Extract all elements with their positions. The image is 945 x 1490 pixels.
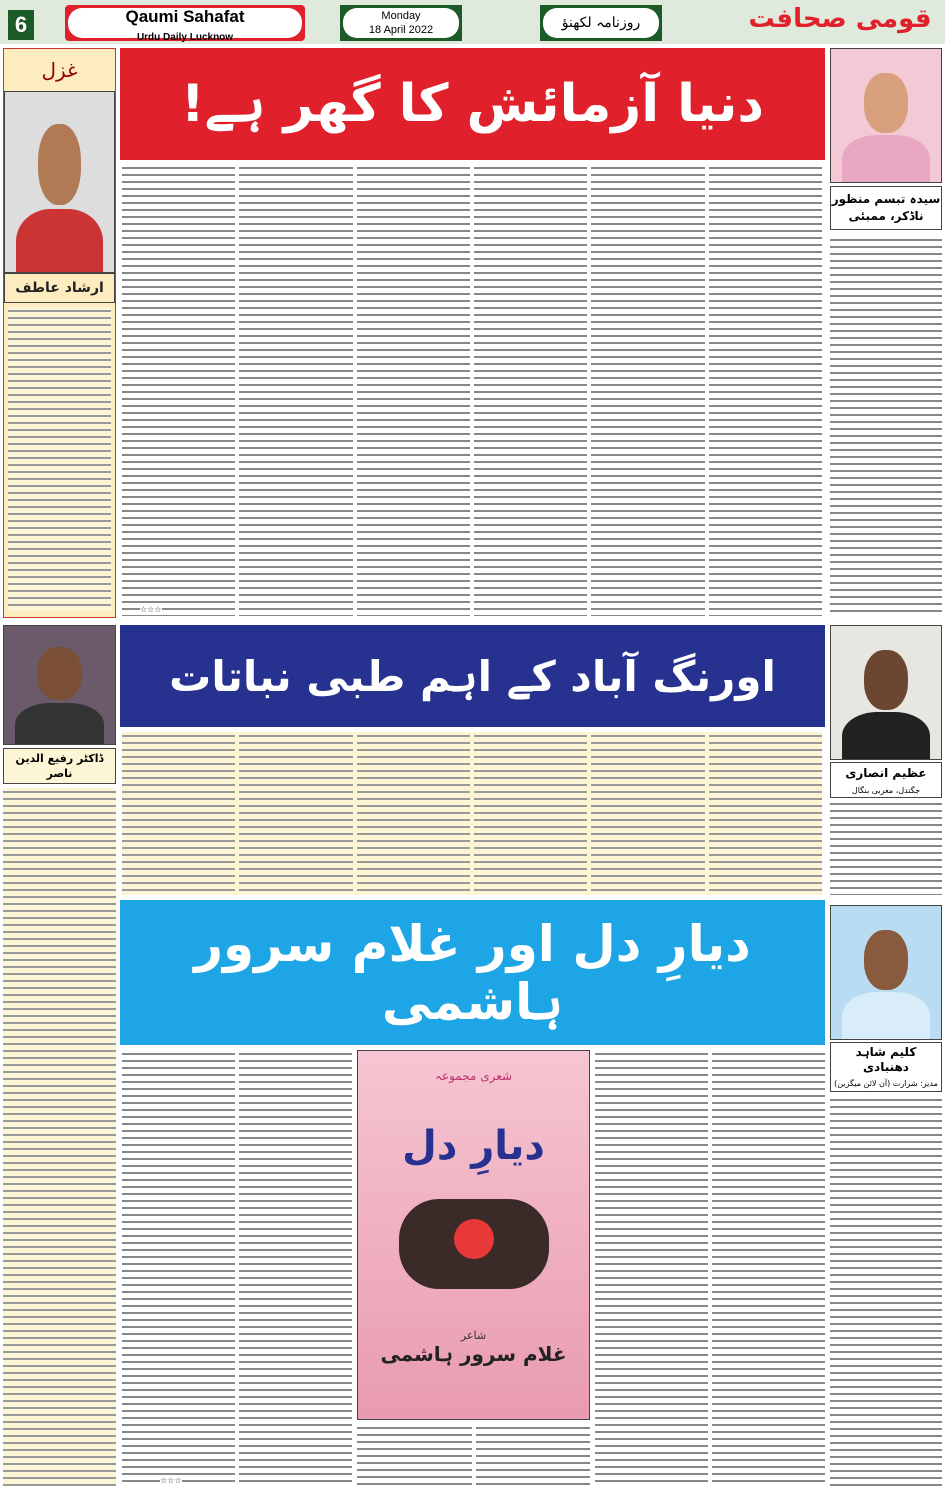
article-3-right-col xyxy=(830,1096,942,1486)
author-photo-3 xyxy=(830,905,942,1040)
author-caption-right xyxy=(830,762,942,798)
masthead xyxy=(65,5,305,41)
book-poet-label: شاعر xyxy=(460,1329,487,1342)
author-name-1: سیدہ تبسم منظور ناڈکر، ممبئی xyxy=(830,186,942,230)
headline-1: دنیا آزمائش کا گھر ہے! xyxy=(120,48,825,160)
article-2-right-col xyxy=(830,800,942,895)
article-2-left-col xyxy=(3,788,116,1486)
author-photo-right xyxy=(830,625,942,760)
book-label: شعری مجموعہ xyxy=(434,1069,513,1083)
heart-icon xyxy=(454,1219,494,1259)
masthead-title: Qaumi Sahafat xyxy=(125,7,245,26)
book-poet: غلام سرور ہاشمی xyxy=(380,1342,567,1366)
date: 18 April 2022 xyxy=(368,24,434,36)
edition: روزنامہ لکھنؤ xyxy=(543,8,659,38)
article-1-right-col xyxy=(830,236,942,617)
end-mark-1: ☆☆☆ xyxy=(140,605,162,614)
ghazal-label: غزل xyxy=(41,58,78,82)
edition-box xyxy=(540,5,662,41)
author-caption-3 xyxy=(830,1042,942,1092)
article-3-body-left xyxy=(122,1050,352,1486)
author-role-3: مدیر: شرارت (آن لائن میگزین) xyxy=(834,1079,938,1088)
date-box xyxy=(340,5,462,41)
ghazal-text xyxy=(4,303,115,615)
author-name-3: کلیم شاہد دھنبادی xyxy=(855,1045,917,1074)
page-number: 6 xyxy=(8,10,34,40)
ghazal-box xyxy=(3,48,116,618)
article-3-body-right xyxy=(595,1050,825,1486)
author-photo-1 xyxy=(830,48,942,183)
poet-photo xyxy=(4,91,115,273)
book-cover xyxy=(357,1050,590,1420)
masthead-subtitle: Urdu Daily Lucknow xyxy=(136,32,234,43)
article-1-body xyxy=(122,164,822,616)
urdu-logo: قومی صحافت xyxy=(748,4,932,34)
poet-name: ارشاد عاطف xyxy=(4,273,115,303)
author-place-right: جگتدل، مغربی بنگال xyxy=(851,786,921,795)
end-mark-3: ☆☆☆ xyxy=(160,1476,182,1485)
author-name-right: عظیم انصاری xyxy=(845,766,927,780)
article-2-body xyxy=(122,732,822,895)
headline-2: اورنگ آباد کے اہم طبی نباتات xyxy=(120,625,825,727)
article-3-body-under-cover xyxy=(357,1424,590,1486)
hands-heart-image xyxy=(399,1199,549,1289)
headline-3: دیارِ دل اور غلام سرور ہاشمی xyxy=(120,900,825,1045)
author-name-left: ڈاکٹر رفیع الدین ناصر xyxy=(3,748,116,784)
book-title: دیارِ دل xyxy=(402,1123,545,1169)
day: Monday xyxy=(381,10,421,22)
author-photo-left xyxy=(3,625,116,745)
